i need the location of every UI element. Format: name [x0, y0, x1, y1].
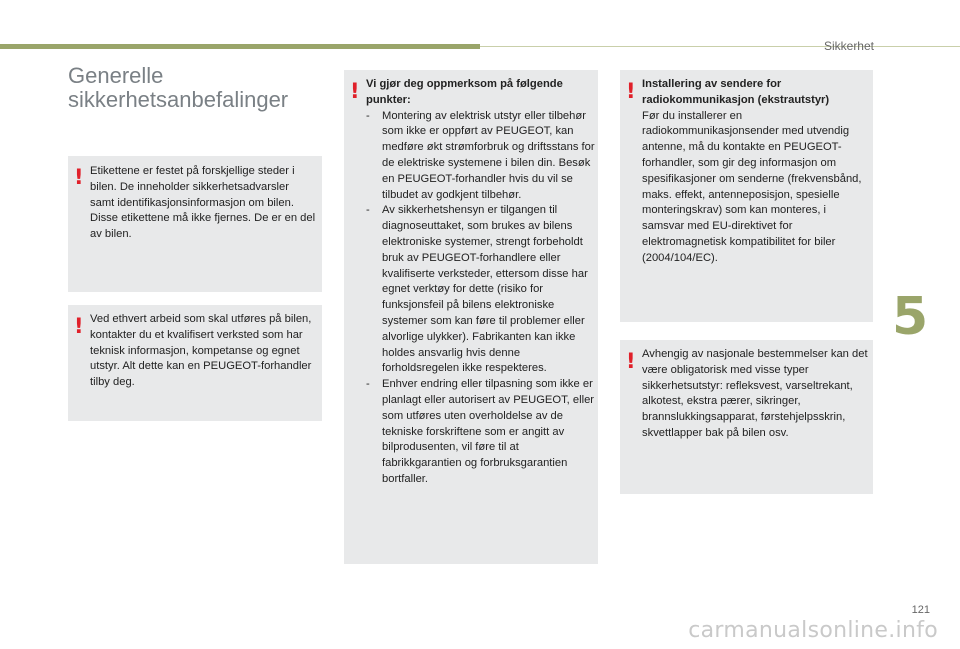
- watermark: carmanualsonline.info: [688, 618, 938, 643]
- list-item: [366, 203, 596, 377]
- list-dash: -: [366, 109, 370, 122]
- radio-heading: Installering av sendere for radiokommunikasjon (ekstrautstyr): [642, 78, 830, 106]
- warning-box-radio: [620, 70, 873, 322]
- list-item-text: Enhver endring eller tilpasning som ikke er planlagt eller autorisert av PEUGEOT, eller som utføres uten overholdelse av de tekniske forskriftene som er angitt av bilprodusenten, vil føre til at fabrikkgarantien og forbruksgarantien bortfaller.: [382, 378, 595, 485]
- warning-icon: !: [626, 79, 636, 103]
- warning-text-workshop: Ved ethvert arbeid som skal utføres på bilen, kontakter du et kvalifisert verksted som har teknisk informasjon, kompetanse og egnet utstyr. Alt dette kan en PEUGEOT-forhandler tilby deg.: [90, 313, 312, 389]
- list-item-text: Montering av elektrisk utstyr eller tilbehør som ikke er oppført av PEUGEOT, kan medføre økt strømforbruk og driftsstans for de elektriske systemene i bilen din. Besøk en PEUGEOT-forhandler hvis du vil se tilbudet av godkjent tilbehør.: [382, 109, 595, 201]
- warning-box-labels: [68, 156, 322, 292]
- chapter-number: 5: [892, 287, 929, 347]
- warning-text-labels: Etikettene er festet på forskjellige steder i bilen. De inneholder sikkerhetsadvarsler samt identifikasjonsinformasjon om bilen. Disse etikettene må ikke fjernes. De er en del av bilen.: [90, 165, 316, 241]
- warning-icon: !: [74, 165, 84, 189]
- accessories-content: [366, 77, 596, 488]
- list-dash: -: [366, 204, 370, 217]
- list-dash: -: [366, 378, 370, 391]
- warning-box-accessories: [344, 70, 598, 564]
- warning-box-equipment: [620, 340, 873, 494]
- list-item-text: Av sikkerhetshensyn er tilgangen til diagnoseuttaket, som brukes av bilens elektroniske systemer, strengt forbeholdt bruk av PEUGEOT-forhandlere eller kvalifiserte verksteder, ettersom disse har egnet verktøy for dette (risiko for funksjonsfeil på bilens elektroniske systemer som kan føre til problemer eller alvorlige ulykker). Fabrikanten kan ikke holdes ansvarlig hvis denne forholdsregelen ikke respekteres.: [382, 204, 588, 375]
- page-number: 121: [911, 604, 930, 616]
- equipment-text: Avhengig av nasjonale bestemmelser kan det være obligatorisk med visse typer sikkerhetsutstyr: refleksvest, varseltrekant, alkotest, ekstra pærer, sikringer, brannslukkingsapparat, førstehjelpsskrin, skvettlapper bak på bilen osv.: [642, 348, 868, 439]
- warning-icon: !: [350, 79, 360, 103]
- radio-content: [642, 77, 870, 267]
- header-accent-bar: [0, 44, 480, 49]
- header-rule: [480, 46, 960, 47]
- list-item: [366, 377, 596, 488]
- accessories-heading: Vi gjør deg oppmerksom på følgende punkter:: [366, 78, 563, 106]
- radio-text: Før du installerer en radiokommunikasjonsender med utvendig antenne, må du kontakte en PEUGEOT-forhandler, som gir deg informasjon om spesifikasjoner om senderne (frekvensbånd, maks. effekt, antenneposisjon, spesielle monteringskrav) som kan monteres, i samsvar med EU-direktivet for elektromagnetisk kompatibilitet for biler (2004/104/EC).: [642, 109, 862, 264]
- list-item: [366, 109, 596, 204]
- accessories-list: [366, 109, 596, 488]
- warning-box-workshop: [68, 305, 322, 421]
- warning-icon: !: [626, 349, 636, 373]
- page-title: Generelle sikkerhetsanbefalinger: [68, 63, 289, 112]
- section-title: Sikkerhet: [823, 39, 874, 53]
- warning-icon: !: [74, 314, 84, 338]
